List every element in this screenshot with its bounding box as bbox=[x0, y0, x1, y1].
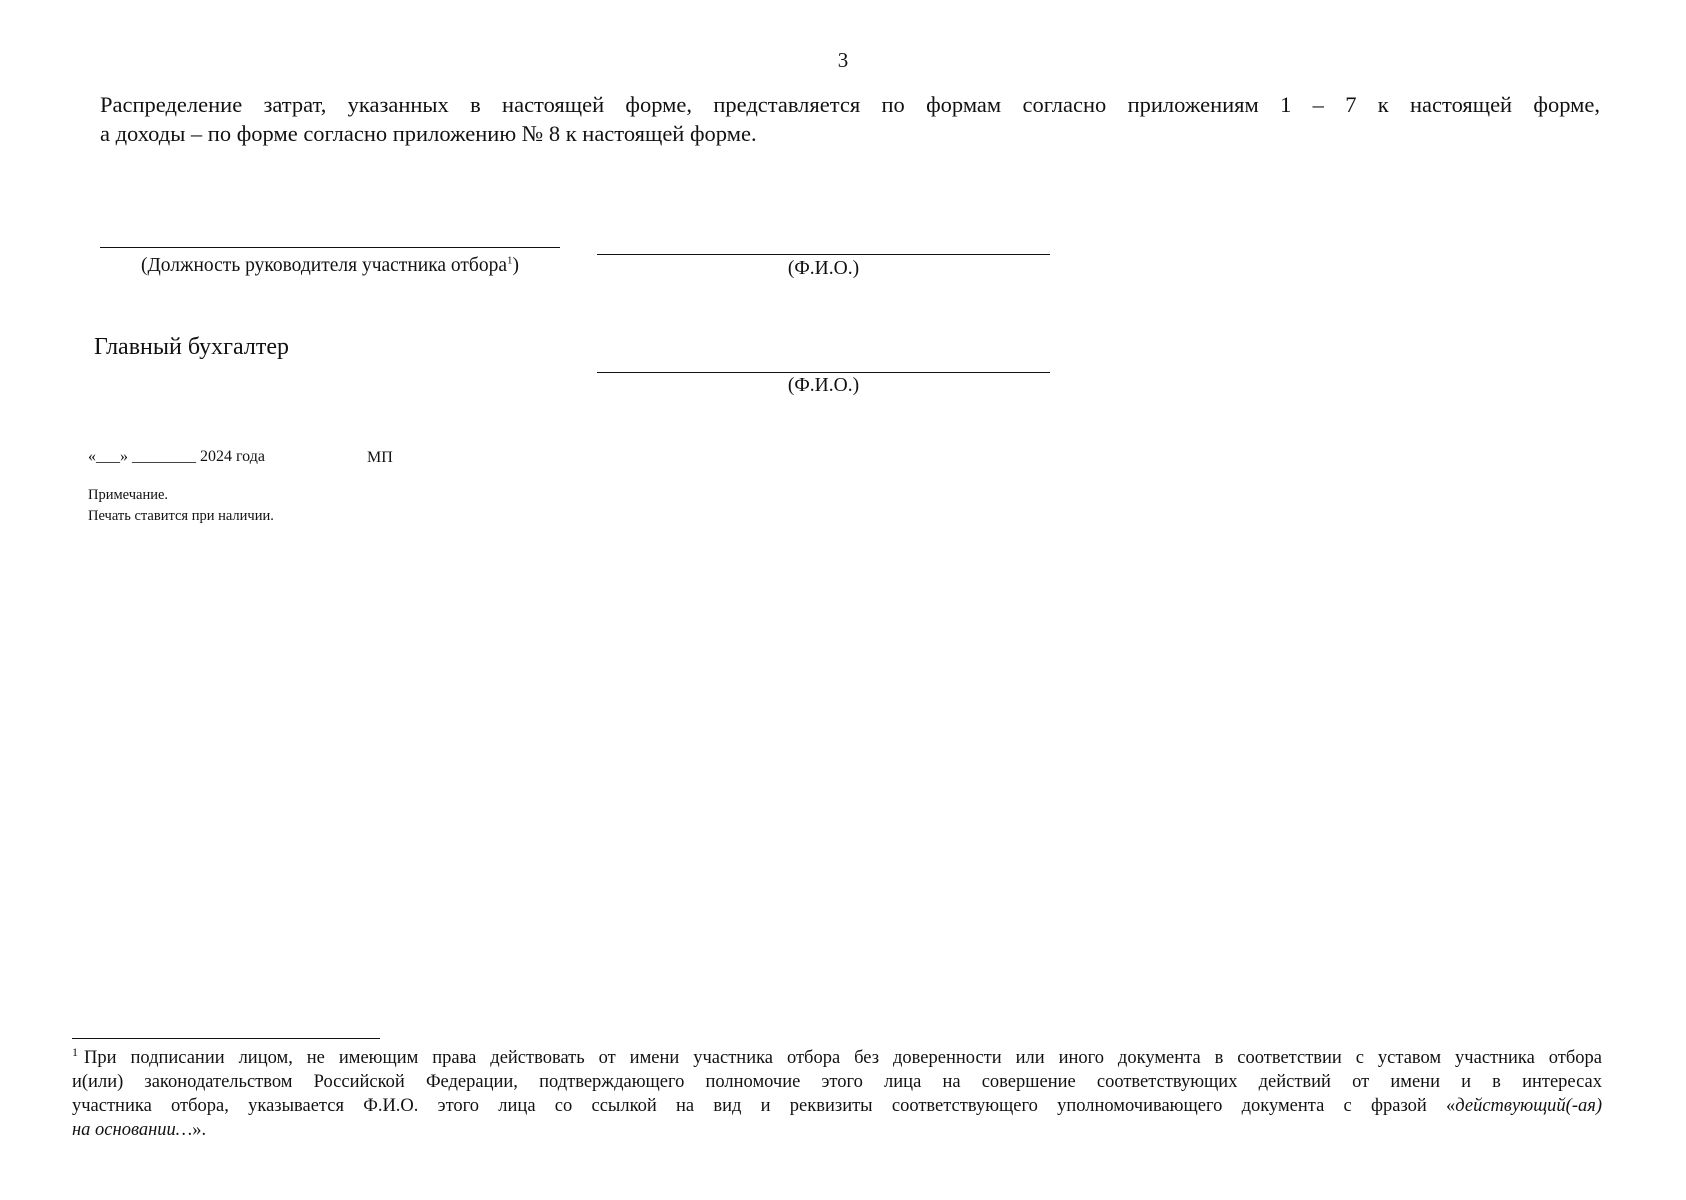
footnote-number: 1 bbox=[72, 1044, 78, 1059]
footnote-separator bbox=[72, 1038, 380, 1039]
footnote-line-3: участника отбора, указывается Ф.И.О. этого лица со ссылкой на вид и реквизиты соответствующего уполномочивающего документа с фразой «действующий(-ая) bbox=[72, 1096, 1602, 1116]
head-fio-caption: (Ф.И.О.) bbox=[787, 258, 860, 279]
chief-accountant-fio-caption: (Ф.И.О.) bbox=[787, 375, 860, 396]
intro-line-1: Распределение затрат, указанных в настоящей форме, представляется по формам согласно приложениям 1 – 7 к настоящей форме, bbox=[100, 92, 1600, 117]
footnote bbox=[72, 1046, 1602, 1142]
note-text: Печать ставится при наличии. bbox=[88, 508, 274, 524]
chief-accountant-label: Главный бухгалтер bbox=[94, 334, 289, 360]
head-fio-signature-line bbox=[597, 254, 1050, 255]
footnote-ref-marker: 1 bbox=[507, 254, 513, 267]
note-title: Примечание. bbox=[88, 487, 169, 503]
intro-line-2: а доходы – по форме согласно приложению № 8 к настоящей форме. bbox=[100, 121, 757, 146]
head-position-caption: (Должность руководителя участника отбора$^1$) bbox=[140, 254, 519, 276]
date-field: «___» ________ 2024 года bbox=[88, 448, 265, 465]
chief-accountant-signature-line bbox=[597, 372, 1050, 373]
footnote-line-2: и(или) законодательством Российской Федерации, подтверждающего полномочие этого лица на совершение соответствующих действий от имени и в интересах bbox=[72, 1072, 1602, 1092]
head-position-signature-line bbox=[100, 247, 560, 248]
footnote-line-1: $^1$ При подписании лицом, не имеющим права действовать от имени участника отбора без доверенности или иного документа в соответствии с уставом участника отбора bbox=[72, 1044, 1602, 1068]
intro-paragraph bbox=[100, 90, 1600, 148]
footnote-line-4: на основании…». bbox=[72, 1120, 207, 1140]
page-number: 3 bbox=[837, 48, 849, 72]
stamp-place-label: МП bbox=[367, 449, 393, 466]
